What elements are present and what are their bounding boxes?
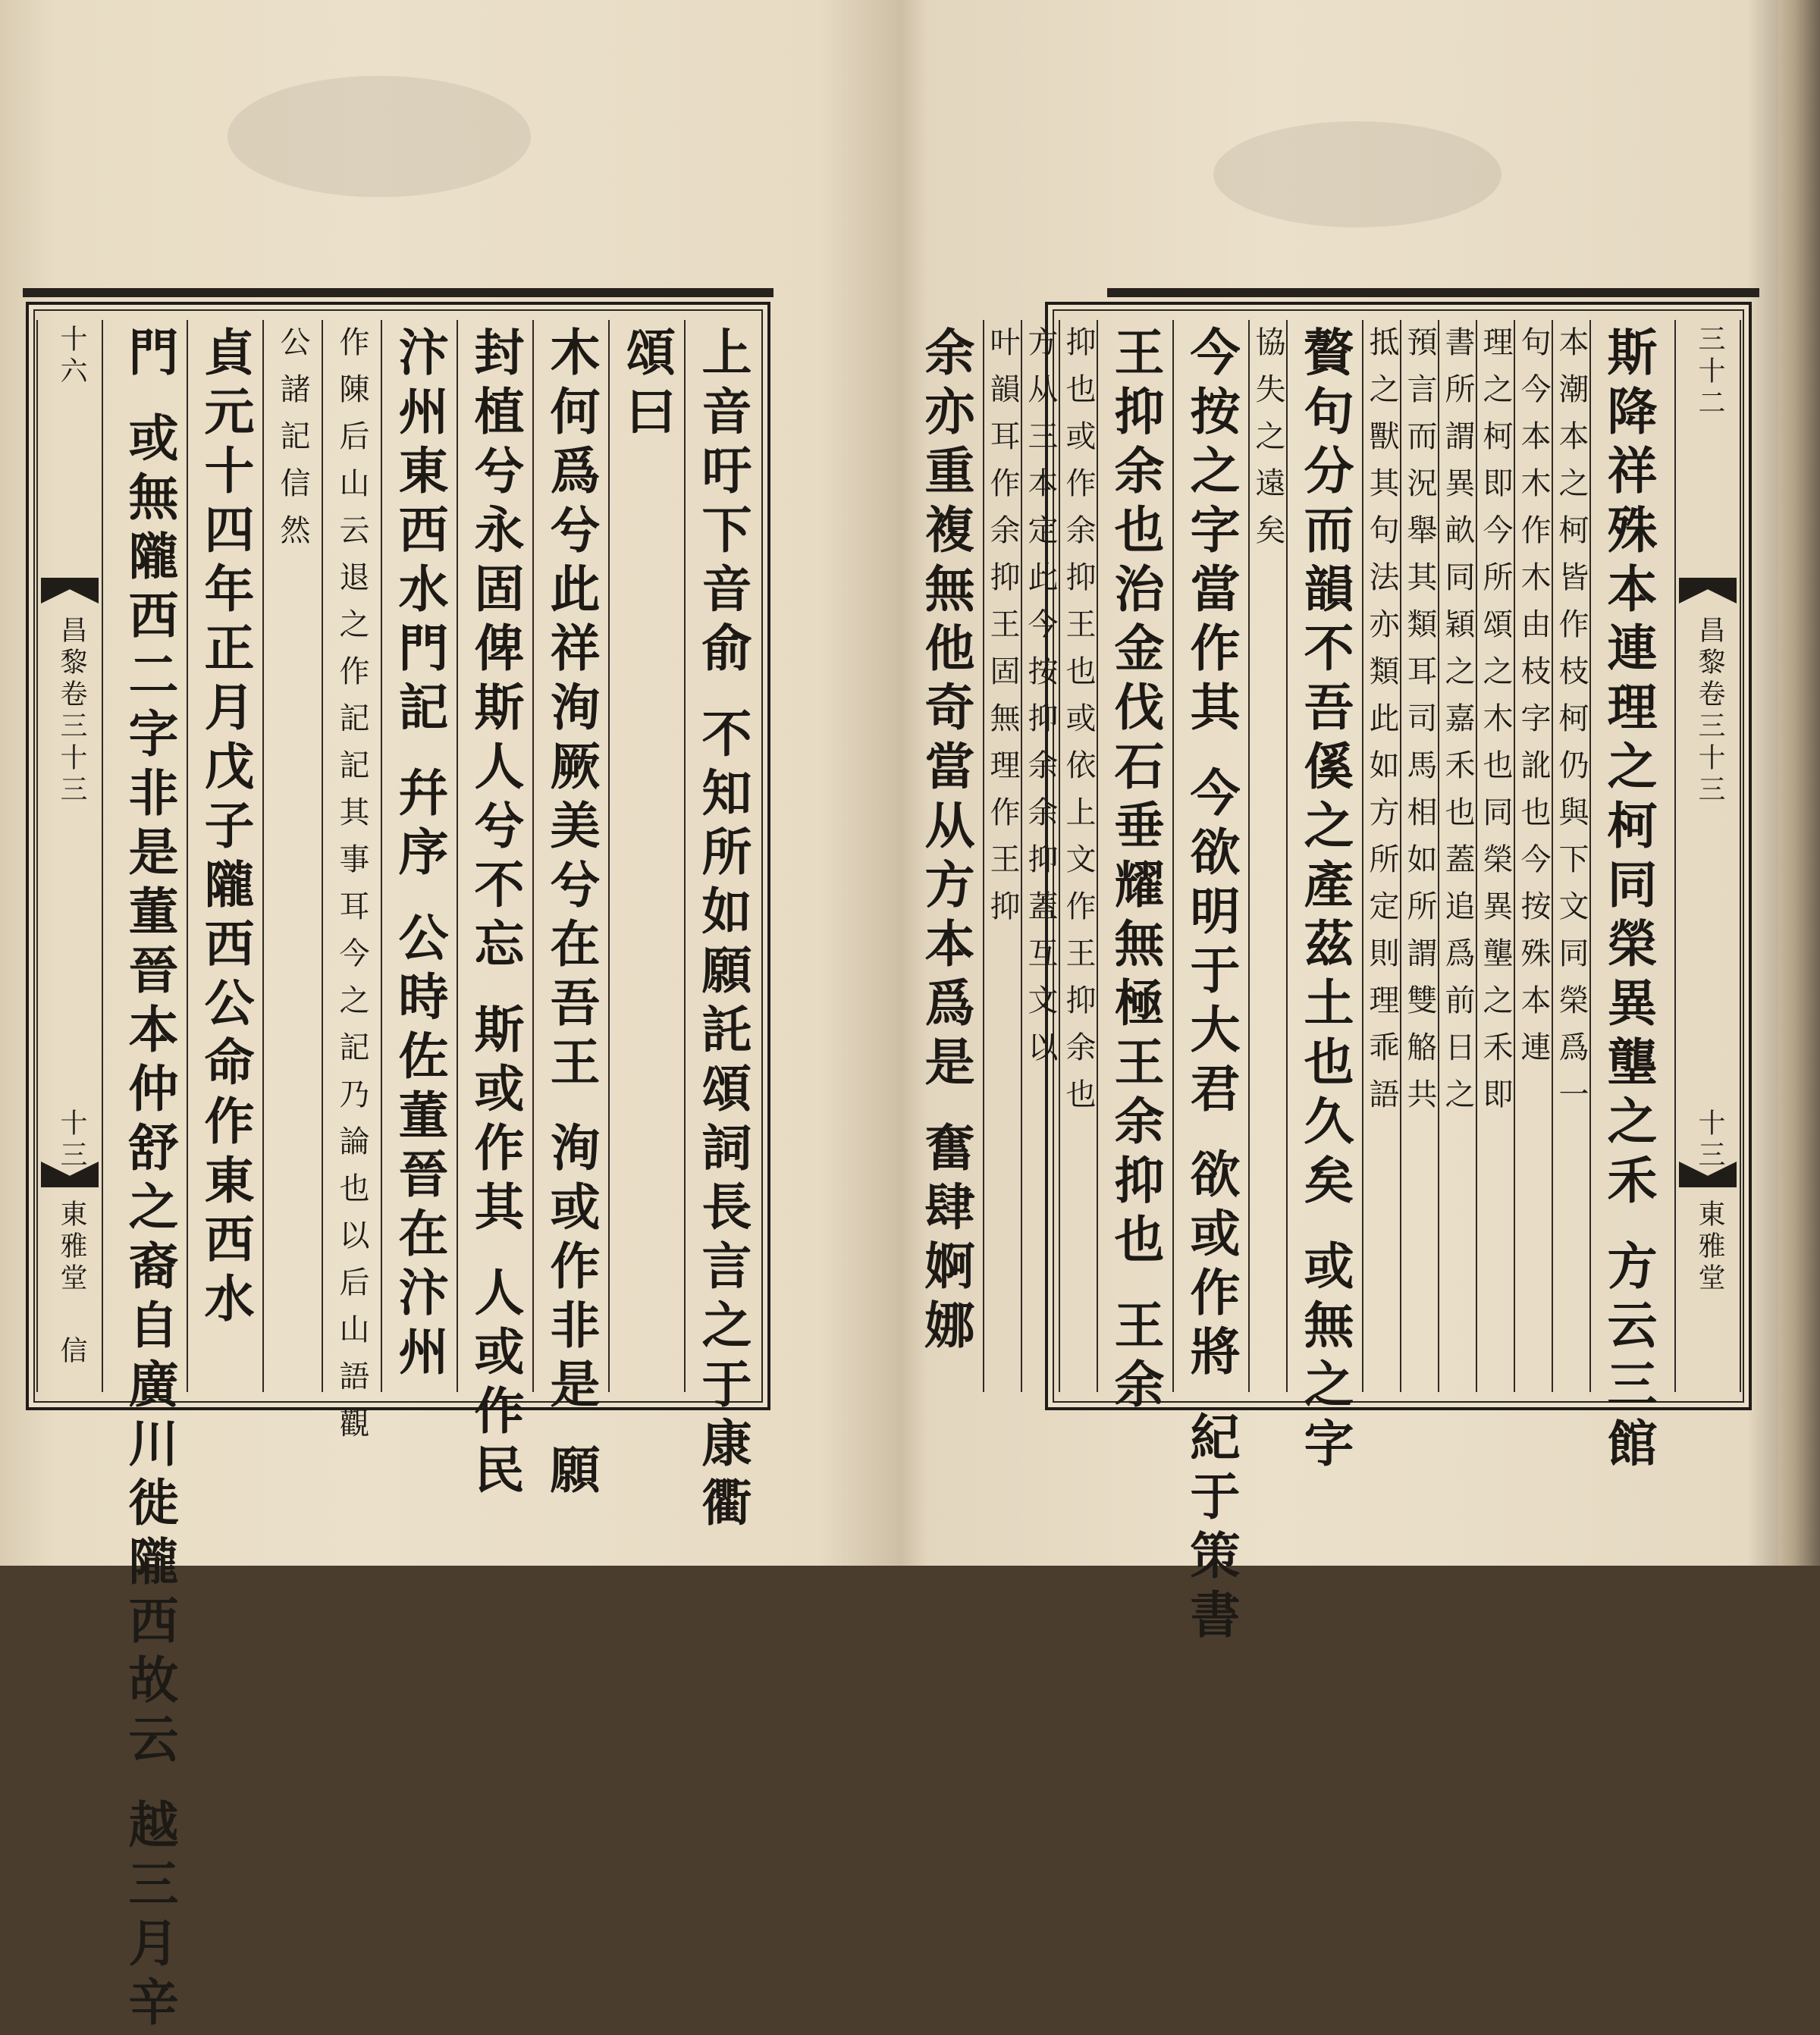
column-text: 王抑余也治金伐石垂耀無極王余抑也 王余 [1106, 326, 1165, 1417]
left-margin-top: 十六 [56, 325, 87, 388]
column-text: 叶韻耳作余抑王固無理作王抑 [985, 326, 1020, 937]
text-column [1059, 320, 1097, 1392]
paper-stain [228, 76, 531, 197]
left-page-margin-strip [36, 320, 103, 1392]
right-text-columns [916, 320, 1665, 1648]
column-text: 頌曰 [617, 326, 676, 444]
text-column [532, 320, 608, 1503]
paper-stain [1213, 121, 1502, 227]
right-page [916, 302, 1752, 1648]
top-rule-left [23, 288, 774, 297]
right-page-margin-strip [1674, 320, 1741, 1392]
top-rule-right [1107, 288, 1759, 297]
text-column [1362, 320, 1400, 1392]
column-text: 本潮本之柯皆作枝柯仍與下文同榮爲一 [1554, 326, 1589, 1125]
left-margin-title: 昌黎卷三十三 [56, 616, 87, 807]
text-column [684, 320, 760, 1535]
left-margin-mark: 信 [56, 1336, 87, 1368]
column-text: 公諸記信然 [275, 326, 310, 561]
text-column [1172, 320, 1248, 1648]
fishtail-mark [1679, 578, 1737, 604]
column-text: 余亦重複無他奇當从方本爲是 奮肆婀娜 [916, 326, 975, 1358]
text-column [262, 320, 322, 1392]
column-text: 理之柯即今所頌之木也同榮異壟之禾即 [1478, 326, 1513, 1125]
text-column [381, 320, 457, 1392]
column-text: 木何爲兮此祥洵厥美兮在吾王 洵或作非是 願 [541, 326, 601, 1503]
left-margin-leaf: 十三 [56, 1108, 87, 1172]
text-column [187, 320, 262, 1392]
text-column [1438, 320, 1476, 1392]
text-column [1248, 320, 1286, 1392]
text-column [1400, 320, 1438, 1392]
column-text: 書所謂異畝同穎之嘉禾也蓋追爲前日之 [1440, 326, 1475, 1125]
column-text: 作陳后山云退之作記記其事耳今之記乃論也以后山語觀 [334, 326, 369, 1454]
text-column [1021, 320, 1059, 1392]
text-column [1476, 320, 1514, 1392]
column-text: 預言而況舉其類耳司馬相如所謂雙觡共 [1402, 326, 1437, 1125]
column-text: 汴州東西水門記 幷序 公時佐董晉在汴州 [390, 326, 449, 1384]
text-column [908, 320, 983, 1392]
column-text: 協失之遠矣 [1250, 326, 1285, 561]
text-column [983, 320, 1021, 1392]
text-column [1589, 320, 1665, 1476]
column-text: 門 或無隴西二字非是董晉本仲舒之裔自廣川徙隴西故云 越三月辛 [120, 326, 179, 2035]
column-text: 句今本木作木由枝字訛也今按殊本連 [1516, 326, 1551, 1078]
left-text-columns [112, 320, 760, 2035]
text-column [1514, 320, 1552, 1392]
column-text: 方从三本定此今按抑余余抑蓋互文以 [1023, 326, 1058, 1078]
right-margin-title: 昌黎卷三十三 [1694, 616, 1725, 807]
text-column [608, 320, 684, 1392]
text-column [112, 320, 187, 2035]
right-margin-leaf: 十三 [1694, 1108, 1725, 1172]
column-text: 今按之字當作其 今欲明于大君 欲或作將 紀于策書 [1181, 326, 1241, 1648]
column-text: 贅句分而韻不吾傒之產茲土也久矣 或無之字 [1295, 326, 1354, 1476]
fishtail-mark [41, 578, 99, 604]
left-page [26, 302, 770, 2035]
page-edge [1778, 0, 1820, 1566]
column-text: 上音吁下音俞 不知所如願託頌詞長言之于康衢 [693, 326, 752, 1535]
right-margin-studio: 東雅堂 [1694, 1199, 1725, 1295]
column-text: 封植兮永固俾斯人兮不忘 斯或作其 人或作民 [466, 326, 525, 1503]
left-margin-studio: 東雅堂 [56, 1199, 87, 1295]
text-column [322, 320, 381, 1454]
text-column [1286, 320, 1362, 1476]
text-column [1097, 320, 1172, 1417]
text-column [457, 320, 532, 1503]
right-margin-top: 三十二 [1694, 325, 1725, 420]
text-column [1552, 320, 1589, 1392]
column-text: 抵之獸其句法亦類此如方所定則理乖語 [1364, 326, 1399, 1125]
column-text: 抑也或作余抑王也或依上文作王抑余也 [1061, 326, 1096, 1125]
column-text: 貞元十四年正月戊子隴西公命作東西水 [196, 326, 255, 1331]
column-text: 斯降祥殊本連理之柯同榮異壟之禾 方云三館 [1599, 326, 1658, 1476]
